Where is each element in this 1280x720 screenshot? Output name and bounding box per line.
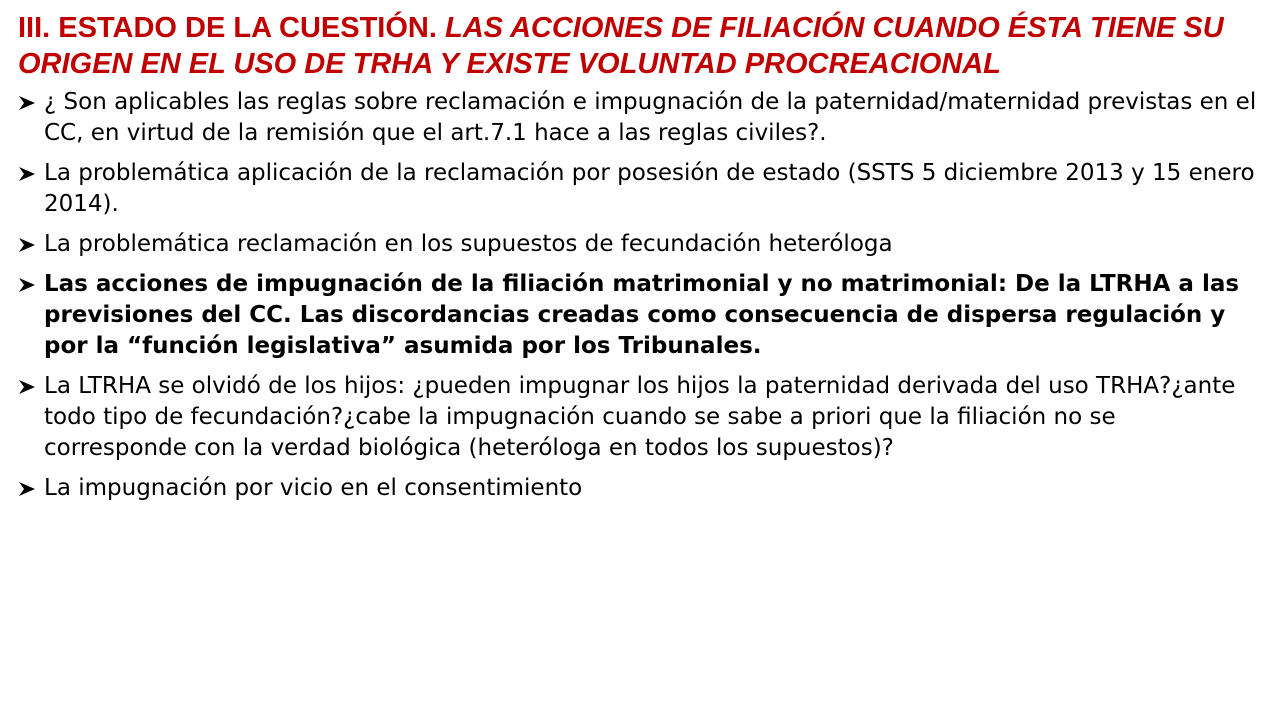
arrowhead-bullet-icon — [18, 371, 44, 402]
arrowhead-bullet-icon — [18, 473, 44, 504]
arrowhead-bullet-icon — [18, 269, 44, 300]
bullet-text: La LTRHA se olvidó de los hijos: ¿pueden impugnar los hijos la paternidad derivada del uso TRHA?¿ante todo tipo de fecundación?¿cabe la impugnación cuando se sabe a priori que la filiación no se corresponde con la verdad biológica (heteróloga en todos los supuestos)? — [44, 373, 1236, 461]
title-topic: LAS ACCIONES DE FILIACIÓN CUANDO ÉSTA TIENE SU ORIGEN EN EL USO DE TRHA Y EXISTE VOLUNTAD PROCREACIONAL — [18, 12, 1224, 80]
bullet-item — [18, 473, 1260, 504]
bullet-item — [18, 87, 1260, 149]
bullet-text: Las acciones de impugnación de la filiación matrimonial y no matrimonial: De la LTRHA a las previsiones del CC. Las discordancias creadas como consecuencia de dispersa regulación y por la “función legislativa” asumida por los Tribunales. — [44, 271, 1240, 359]
bullet-list — [18, 87, 1260, 504]
title-section-label: III. ESTADO DE LA CUESTIÓN. — [18, 12, 437, 44]
arrowhead-bullet-icon — [18, 229, 44, 260]
slide-title — [18, 10, 1260, 82]
bullet-item — [18, 371, 1260, 464]
bullet-text: La problemática aplicación de la reclamación por posesión de estado (SSTS 5 diciembre 2013 y 15 enero 2014). — [44, 160, 1255, 217]
bullet-text: La problemática reclamación en los supuestos de fecundación heteróloga — [44, 231, 893, 257]
bullet-item — [18, 158, 1260, 220]
bullet-text: ¿ Son aplicables las reglas sobre reclamación e impugnación de la paternidad/maternidad previstas en el CC, en virtud de la remisión que el art.7.1 hace a las reglas civiles?. — [44, 89, 1257, 146]
arrowhead-bullet-icon — [18, 87, 44, 118]
bullet-text: La impugnación por vicio en el consentimiento — [44, 475, 583, 501]
arrowhead-bullet-icon — [18, 158, 44, 189]
bullet-item-emphasized — [18, 269, 1260, 362]
bullet-item — [18, 229, 1260, 260]
